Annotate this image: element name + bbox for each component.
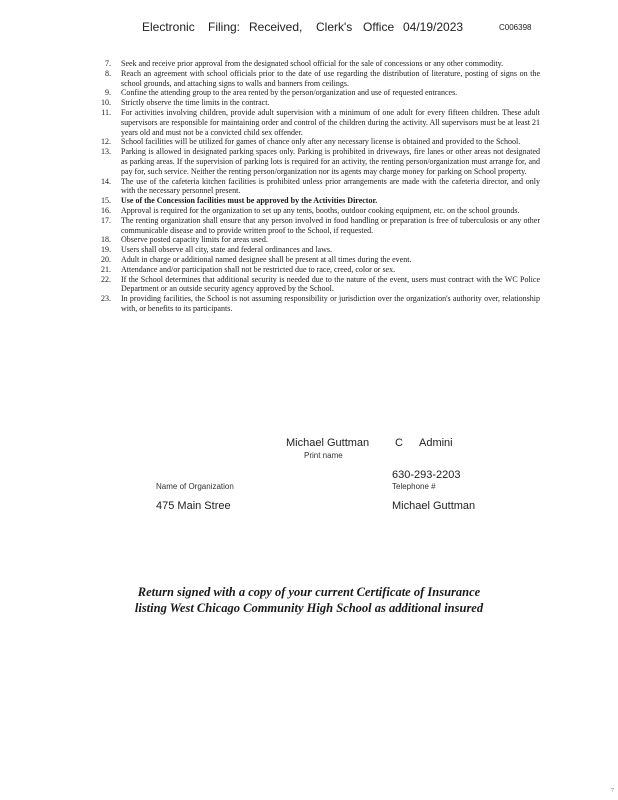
rule-item bbox=[99, 216, 540, 236]
rule-number: 19. bbox=[101, 245, 111, 255]
rule-item bbox=[99, 206, 540, 216]
rule-number: 8. bbox=[105, 68, 111, 78]
rule-text: School facilities will be utilized for games of chance only after any necessary license is obtained and provided to the School. bbox=[121, 137, 521, 147]
rule-item bbox=[99, 196, 540, 206]
header-electronic: Electronic bbox=[142, 20, 195, 34]
rule-item bbox=[99, 137, 540, 147]
rule-number: 23. bbox=[101, 294, 111, 304]
address-value: 475 Main Stree bbox=[156, 500, 231, 512]
header-code: C006398 bbox=[499, 23, 532, 32]
rule-text: Seek and receive prior approval from the designated school official for the sale of concessions or any other commodity. bbox=[121, 59, 504, 68]
header-received: Received, bbox=[249, 20, 303, 34]
insurance-notice bbox=[0, 584, 618, 616]
rule-item bbox=[99, 108, 540, 137]
signer-value: Michael Guttman bbox=[392, 500, 476, 512]
title-value-1: C bbox=[395, 437, 403, 449]
header-filing: Filing: bbox=[208, 20, 241, 34]
rule-number: 9. bbox=[105, 88, 111, 98]
rule-number: 21. bbox=[101, 264, 111, 274]
print-name-label: Print name bbox=[304, 451, 343, 460]
rule-number: 17. bbox=[101, 215, 111, 225]
header-date: 04/19/2023 bbox=[403, 20, 464, 34]
title-value-2: Admini bbox=[419, 437, 453, 449]
organization-label: Name of Organization bbox=[156, 482, 234, 491]
rule-text: Users shall observe all city, state and federal ordinances and laws. bbox=[121, 245, 332, 255]
rule-text: Approval is required for the organization to set up any tents, booths, outdoor cooking equipment, etc. on the school grounds. bbox=[121, 205, 520, 215]
rule-number: 12. bbox=[101, 137, 111, 147]
print-name-value: Michael Guttman bbox=[286, 437, 370, 449]
insurance-notice-line-1: Return signed with a copy of your current Certificate of Insurance bbox=[137, 585, 481, 599]
rule-text: Confine the attending group to the area rented by the person/organization and use of requested entrances. bbox=[121, 88, 458, 98]
rule-number: 16. bbox=[101, 205, 111, 215]
rule-text: Parking is allowed in designated parking spaces only. Parking is prohibited in driveways, fire lanes or other areas not designated as parking areas. If the supervision of parking lots is required for an activity, the renting person/organization must arrange for, and pay for, such service. Neither the renting person/organization nor its agents may charge money for parking on School property. bbox=[121, 147, 540, 176]
header-clerks: Clerk's bbox=[316, 20, 353, 34]
rule-text: Observe posted capacity limits for areas used. bbox=[121, 235, 268, 245]
rule-number: 20. bbox=[101, 254, 111, 264]
header-office: Office bbox=[363, 20, 395, 34]
rule-number: 22. bbox=[101, 274, 111, 284]
rule-number: 14. bbox=[101, 176, 111, 186]
rule-item bbox=[99, 255, 540, 265]
insurance-notice-line-2: listing West Chicago Community High School as additional insured bbox=[134, 601, 484, 615]
rule-number: 13. bbox=[101, 147, 111, 157]
rule-item bbox=[99, 294, 540, 314]
rule-text: Attendance and/or participation shall not be restricted due to race, creed, color or sex. bbox=[121, 264, 396, 274]
rule-text: In providing facilities, the School is not assuming responsibility or jurisdiction over the organization's authority over, relationship with, or benefits to its participants. bbox=[121, 294, 540, 313]
rule-item bbox=[99, 265, 540, 275]
rule-item bbox=[99, 69, 540, 89]
rule-item bbox=[99, 275, 540, 295]
rule-item bbox=[99, 235, 540, 245]
telephone-value: 630-293-2203 bbox=[392, 469, 461, 481]
rule-number: 11. bbox=[101, 107, 111, 117]
rule-text: The renting organization shall ensure that any person involved in food handling or preparation is free of tuberculosis or any other communicable disease and to provide written proof to the School, if requested. bbox=[121, 215, 540, 235]
rule-number: 7. bbox=[105, 59, 111, 68]
rule-text: For activities involving children, provide adult supervision with a minimum of one adult for every fifteen children. These adult supervisors are responsible for maintaining order and control of the children during the activity. All supervisors must be at least 21 years old and must not be a convicted child sex offender. bbox=[121, 107, 540, 137]
rule-number: 18. bbox=[101, 235, 111, 245]
efiling-header bbox=[0, 20, 618, 38]
rule-item bbox=[99, 177, 540, 197]
rule-text: Reach an agreement with school officials prior to the date of use regarding the distribution of literature, posting of signs on the school grounds, and attaching signs to walls and banners from ceilings. bbox=[121, 68, 540, 88]
telephone-label: Telephone # bbox=[392, 482, 436, 491]
rule-item bbox=[99, 88, 540, 98]
rule-text: If the School determines that additional security is needed due to the nature of the event, users must contract with the WC Police Department or an outside security agency approved by the School. bbox=[121, 274, 540, 294]
rule-item bbox=[99, 98, 540, 108]
page-mark: 7 bbox=[611, 788, 614, 794]
rule-text: Strictly observe the time limits in the contract. bbox=[121, 98, 270, 108]
rule-item bbox=[99, 245, 540, 255]
rule-text: The use of the cafeteria kitchen facilities is prohibited unless prior arrangements are made with the cafeteria director, and only with the necessary personnel present. bbox=[121, 176, 540, 196]
rules-list bbox=[99, 59, 540, 314]
rule-item bbox=[99, 147, 540, 176]
rule-text: Use of the Concession facilities must be approved by the Activities Director. bbox=[121, 196, 378, 206]
rule-number: 15. bbox=[101, 196, 111, 206]
rule-item bbox=[99, 59, 540, 69]
rule-number: 10. bbox=[101, 98, 111, 108]
rule-text: Adult in charge or additional named designee shall be present at all times during the event. bbox=[121, 254, 412, 264]
